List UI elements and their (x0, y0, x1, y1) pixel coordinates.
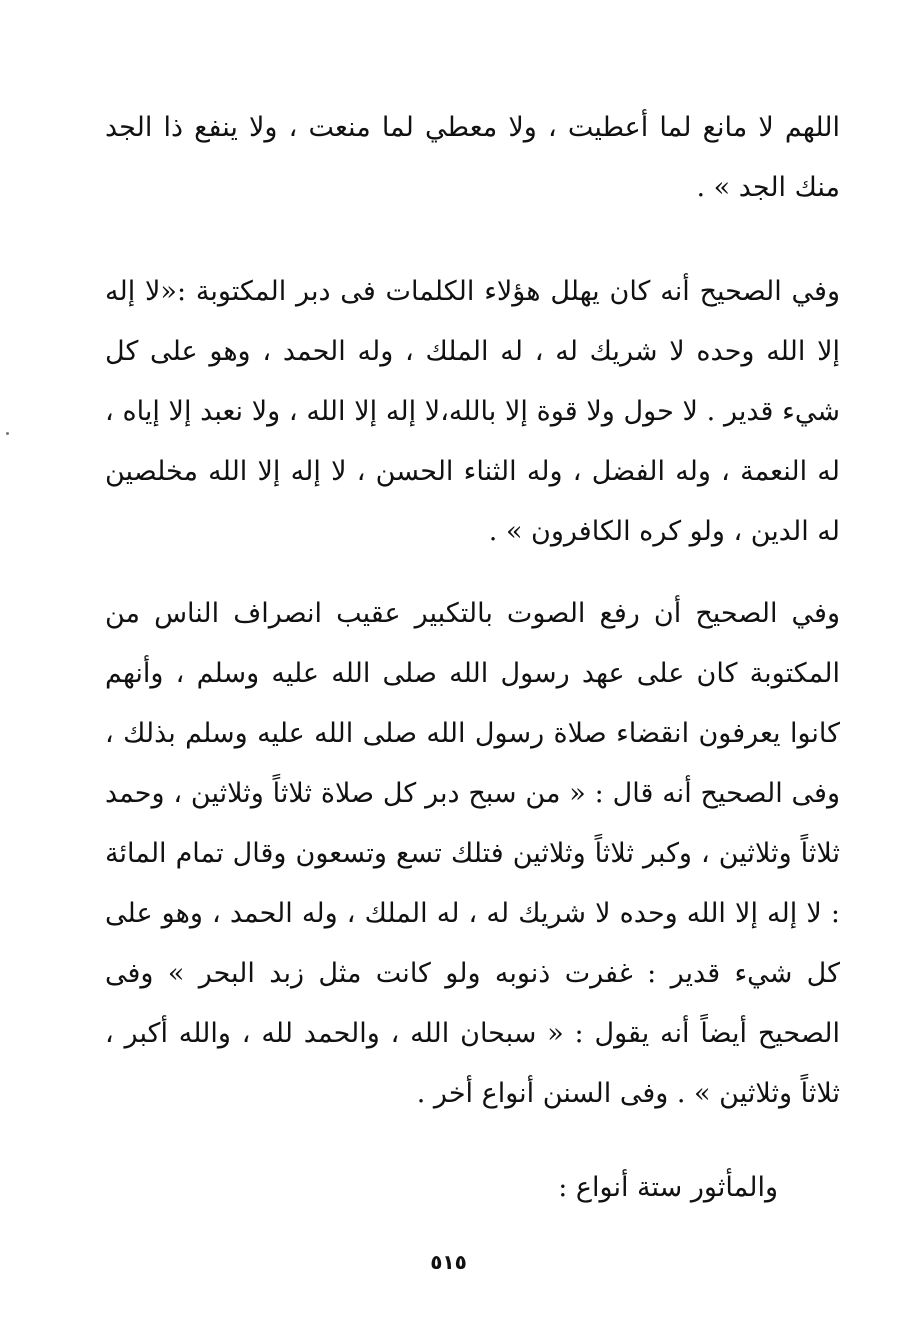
paragraph-six-types: والمأثور ستة أنواع : (558, 1172, 778, 1203)
paragraph-takbir-and-tasbih: وفي الصحيح أن رفع الصوت بالتكبير عقيب انصراف الناس من المكتوبة كان على عهد رسول الله صلى الله عليه وسلم ، وأنهم كانوا يعرفون انقضاء صلاة رسول الله صلى الله عليه وسلم بذلك ، وفى الصحيح أنه قال : « من سبح دبر كل صلاة ثلاثاً وثلاثين ، وحمد ثلاثاً وثلاثين ، وكبر ثلاثاً وثلاثين فتلك تسع وتسعون وقال تمام المائة : لا إله إلا الله وحده لا شريك له ، له الملك ، وله الحمد ، وهو على كل شيء قدير : غفرت ذنوبه ولو كانت مثل زبد البحر » وفى الصحيح أيضاً أنه يقول : « سبحان الله ، والحمد لله ، والله أكبر ، ثلاثاً وثلاثين » . وفى السنن أنواع أخر . (105, 598, 840, 1109)
page-number: ٥١٥ (430, 1250, 467, 1274)
margin-speck (6, 432, 9, 435)
paragraph-dua-closing: اللهم لا مانع لما أعطيت ، ولا معطي لما منعت ، ولا ينفع ذا الجد منك الجد » . (105, 112, 840, 203)
paragraph-tahlil-after-prayer: وفي الصحيح أنه كان يهلل هؤلاء الكلمات فى دبر المكتوبة :«لا إله إلا الله وحده لا شريك له ، له الملك ، وله الحمد ، وهو على كل شيء قدير . لا حول ولا قوة إلا بالله،لا إله إلا الله ، ولا نعبد إلا إياه ، له النعمة ، وله الفضل ، وله الثناء الحسن ، لا إله إلا الله مخلصين له الدين ، ولو كره الكافرون » . (105, 276, 840, 547)
